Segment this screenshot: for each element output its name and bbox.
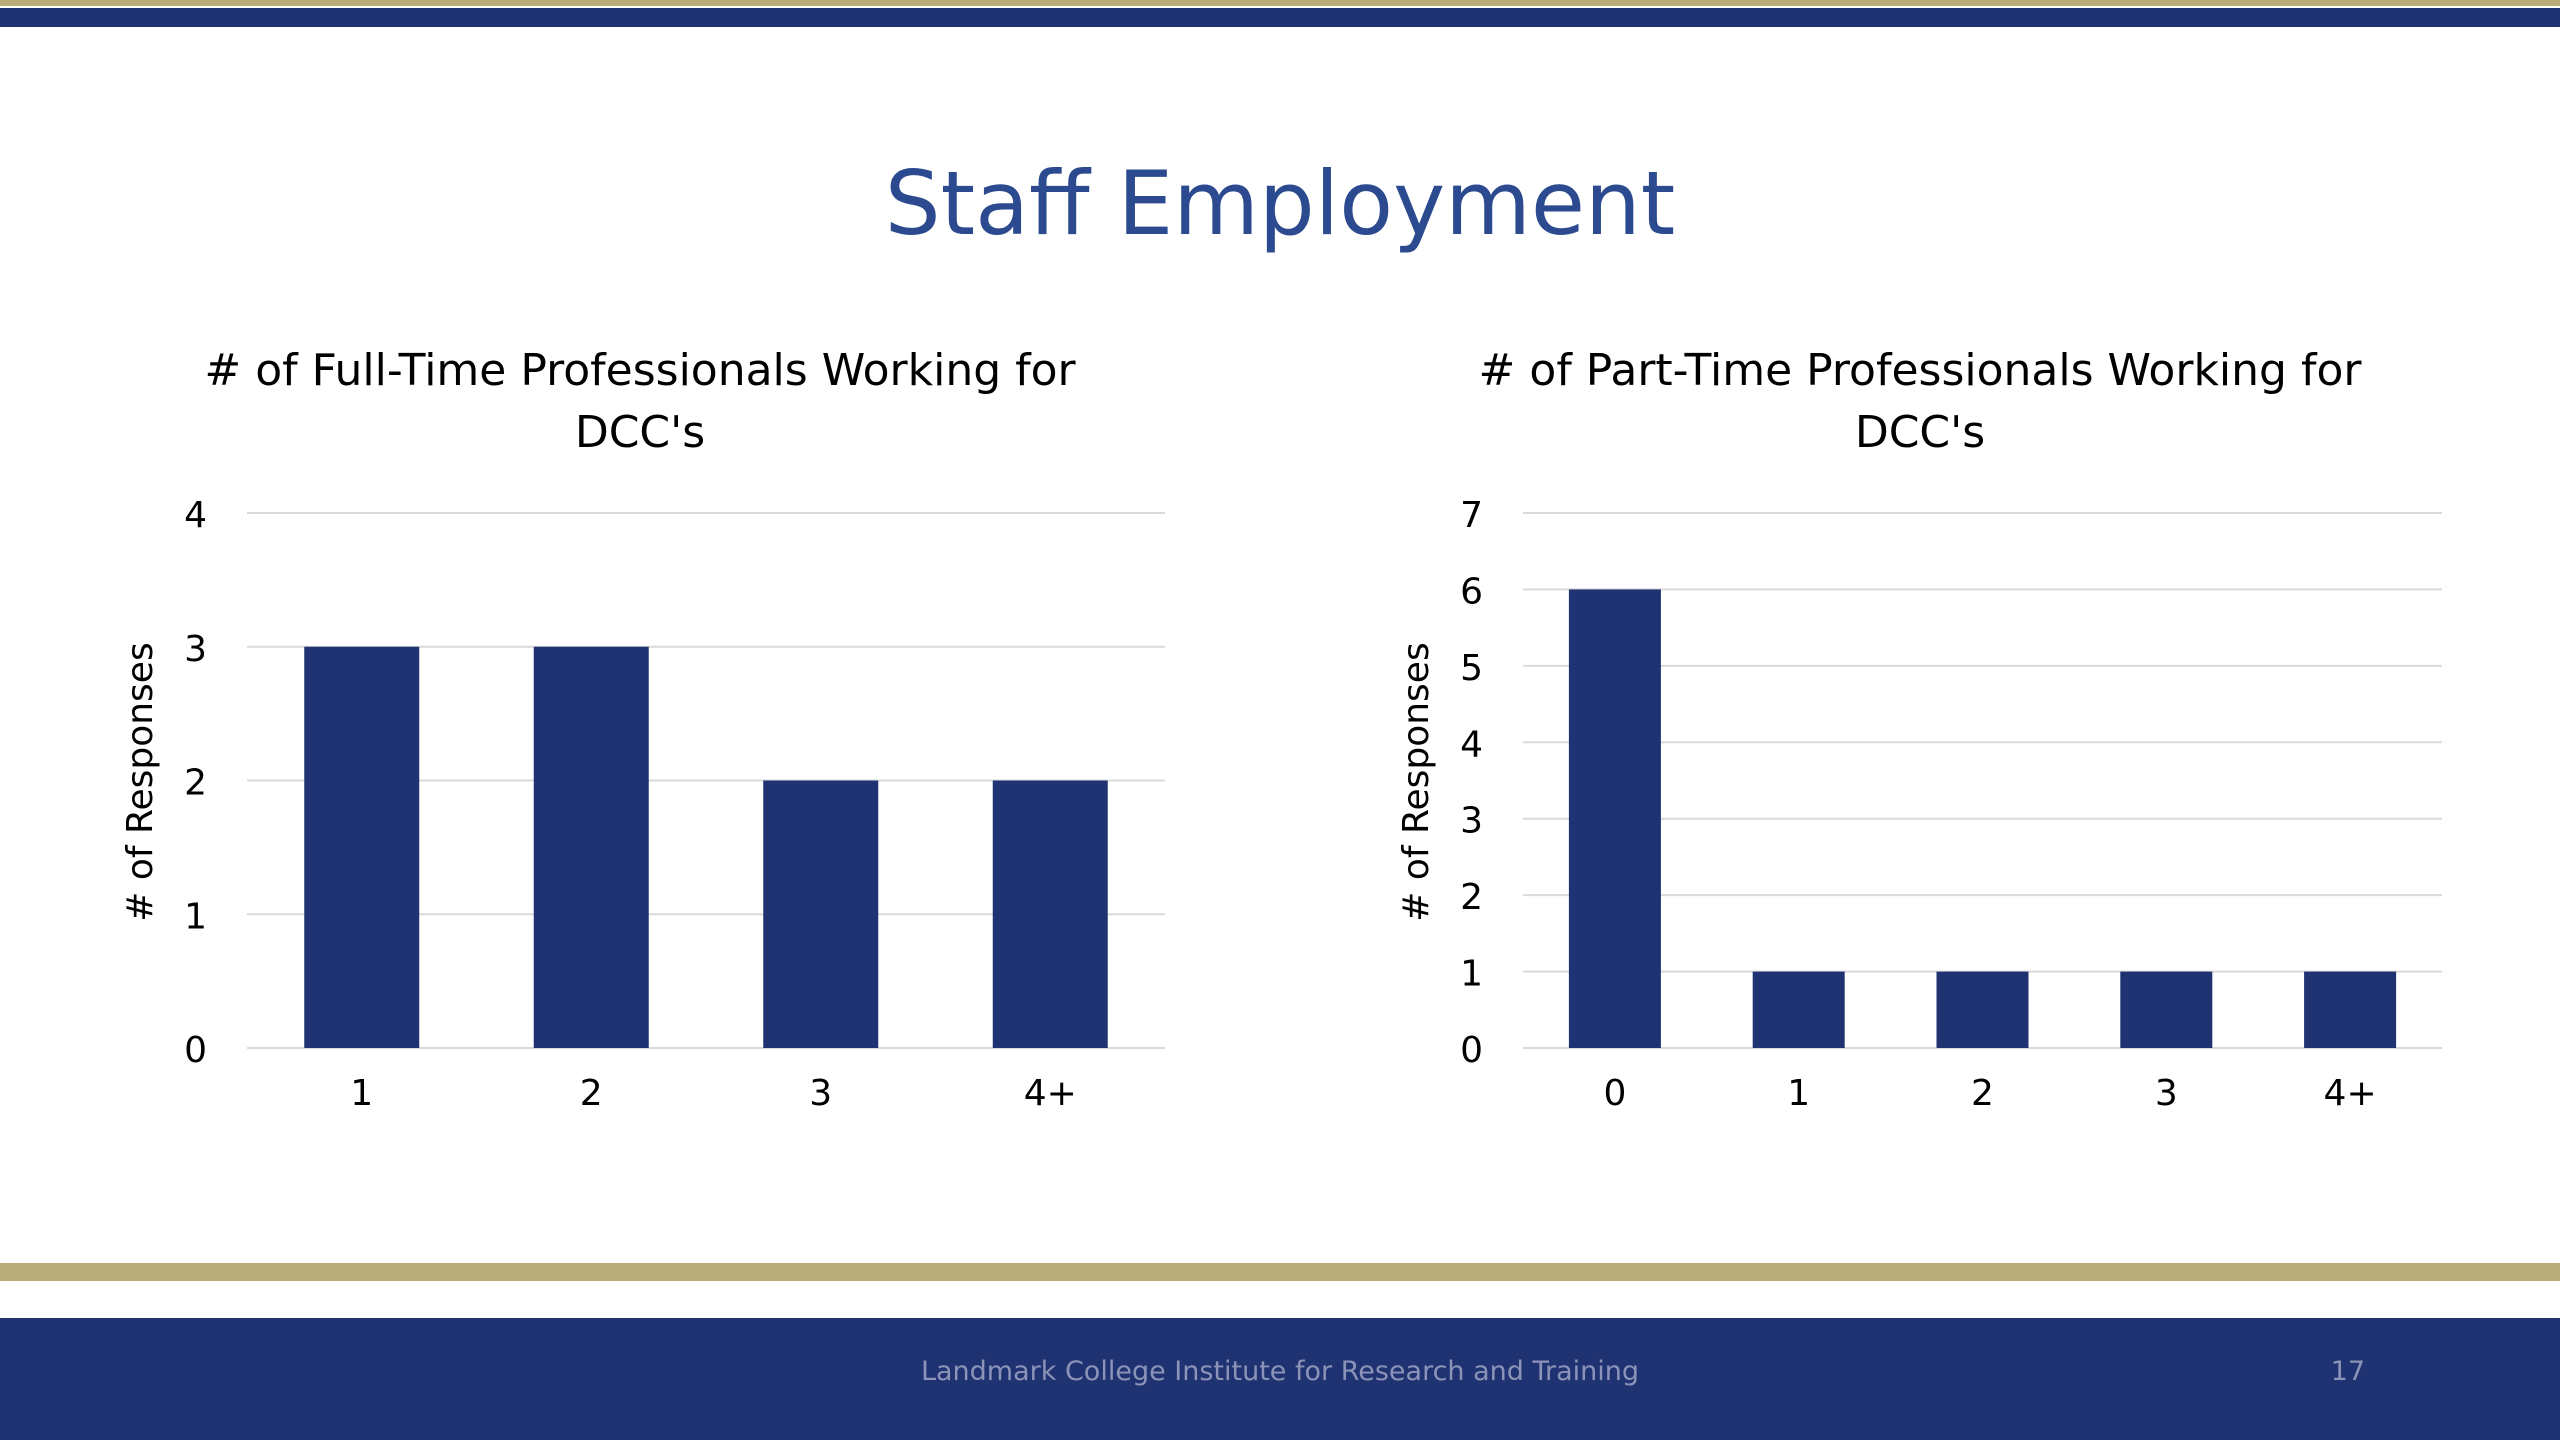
page-number: 17 bbox=[2330, 1356, 2365, 1387]
y-tick-label: 1 bbox=[1460, 953, 1483, 995]
bar bbox=[2120, 972, 2212, 1048]
bar bbox=[534, 647, 649, 1048]
y-axis-label: # of Responses bbox=[120, 642, 161, 922]
x-tick-label: 3 bbox=[2154, 1073, 2178, 1114]
y-tick-label: 3 bbox=[1460, 800, 1483, 842]
bar bbox=[763, 781, 878, 1049]
bar bbox=[304, 647, 419, 1048]
bar bbox=[1937, 972, 2029, 1048]
x-tick-label: 3 bbox=[809, 1073, 833, 1114]
y-tick-label: 6 bbox=[1460, 571, 1483, 613]
y-tick-label: 1 bbox=[184, 896, 207, 938]
y-tick-label: 2 bbox=[1460, 877, 1483, 919]
x-tick-label: 4+ bbox=[2323, 1073, 2377, 1114]
chart-title-line-2: DCC's bbox=[574, 407, 706, 458]
chart-title-line-1: # of Full-Time Professionals Working for bbox=[204, 345, 1076, 396]
slide-title: Staff Employment bbox=[884, 152, 1676, 255]
x-tick-label: 0 bbox=[1603, 1073, 1627, 1114]
y-tick-label: 7 bbox=[1460, 495, 1483, 536]
y-tick-label: 0 bbox=[184, 1030, 207, 1071]
bar bbox=[2304, 972, 2396, 1048]
chart-1 bbox=[1396, 495, 2442, 1114]
y-tick-label: 5 bbox=[1460, 647, 1483, 689]
x-tick-label: 4+ bbox=[1023, 1073, 1077, 1114]
chart-title-line-2: DCC's bbox=[1854, 407, 1986, 458]
bar bbox=[993, 781, 1108, 1049]
bottom-gold-stripe bbox=[0, 1263, 2560, 1281]
y-tick-label: 3 bbox=[184, 628, 207, 670]
footer-text: Landmark College Institute for Research and Training bbox=[920, 1356, 1640, 1387]
chart-0 bbox=[120, 495, 1165, 1114]
bar bbox=[1569, 589, 1661, 1048]
x-tick-label: 2 bbox=[579, 1073, 603, 1114]
y-axis-label: # of Responses bbox=[1396, 642, 1437, 922]
chart-title-line-1: # of Part-Time Professionals Working for bbox=[1478, 345, 2362, 396]
y-tick-label: 2 bbox=[184, 762, 207, 804]
bar bbox=[1753, 972, 1845, 1048]
y-tick-label: 4 bbox=[1460, 724, 1483, 766]
x-tick-label: 1 bbox=[350, 1073, 374, 1114]
y-tick-label: 4 bbox=[184, 495, 207, 536]
x-tick-label: 2 bbox=[1971, 1073, 1994, 1114]
x-tick-label: 1 bbox=[1787, 1073, 1811, 1114]
y-tick-label: 0 bbox=[1460, 1030, 1483, 1071]
